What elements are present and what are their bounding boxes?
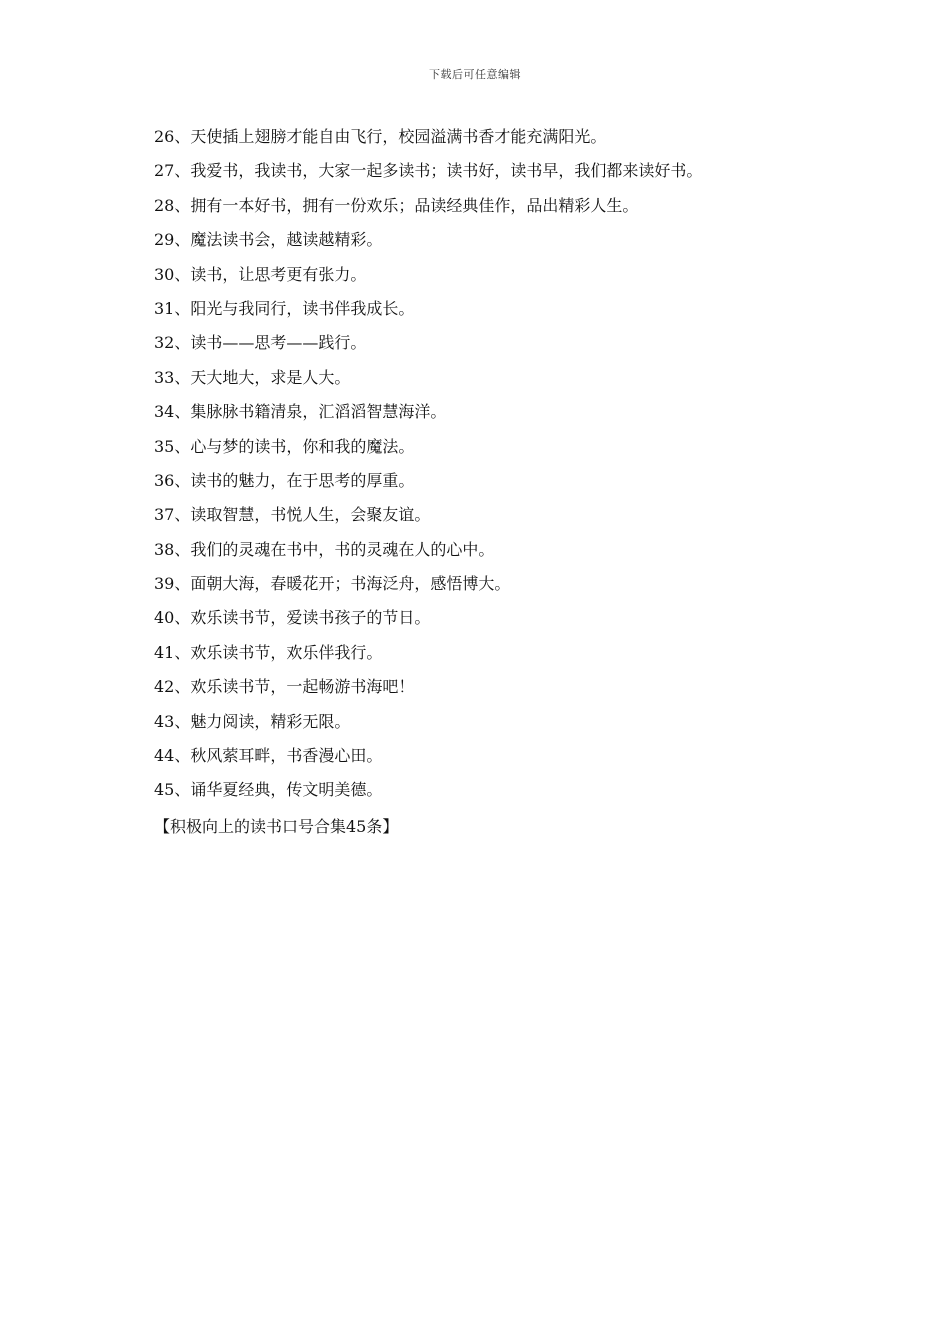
list-item: 41、欢乐读书节，欢乐伴我行。	[154, 642, 383, 662]
list-item: 45、诵华夏经典，传文明美德。	[154, 780, 383, 800]
list-item: 33、天大地大，求是人大。	[154, 367, 351, 387]
list-item: 30、读书，让思考更有张力。	[154, 264, 367, 284]
list-item: 43、魅力阅读，精彩无限。	[154, 711, 351, 731]
list-item: 42、欢乐读书节，一起畅游书海吧！	[154, 677, 415, 697]
slogan-list	[154, 124, 854, 812]
list-item: 26、天使插上翅膀才能自由飞行，校园溢满书香才能充满阳光。	[154, 127, 607, 146]
list-item: 28、拥有一本好书，拥有一份欢乐；品读经典佳作，品出精彩人生。	[154, 195, 639, 215]
list-item: 36、读书的魅力，在于思考的厚重。	[154, 470, 415, 490]
collection-title: 【积极向上的读书口号合集45条】	[154, 817, 399, 836]
list-item: 39、面朝大海，春暖花开；书海泛舟，感悟博大。	[154, 574, 511, 594]
list-item: 44、秋风萦耳畔，书香漫心田。	[154, 746, 383, 766]
list-item: 27、我爱书，我读书，大家一起多读书；读书好，读书早，我们都来读好书。	[154, 161, 703, 181]
list-item: 40、欢乐读书节，爱读书孩子的节日。	[154, 608, 431, 628]
list-item: 29、魔法读书会，越读越精彩。	[154, 230, 383, 250]
page-header-note: 下载后可任意编辑	[429, 68, 521, 81]
list-item: 32、读书——思考——践行。	[154, 333, 367, 353]
list-item: 38、我们的灵魂在书中，书的灵魂在人的心中。	[154, 539, 495, 559]
list-item: 34、集脉脉书籍清泉，汇滔滔智慧海洋。	[154, 402, 447, 422]
list-item: 31、阳光与我同行，读书伴我成长。	[154, 298, 415, 318]
list-item: 35、心与梦的读书，你和我的魔法。	[154, 436, 415, 456]
list-item: 37、读取智慧，书悦人生，会聚友谊。	[154, 505, 431, 525]
